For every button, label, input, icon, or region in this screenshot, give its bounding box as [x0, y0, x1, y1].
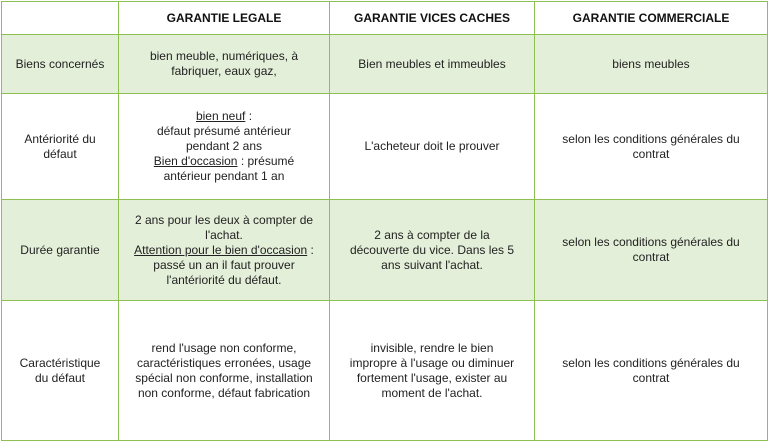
row-label-line: Caractéristique — [19, 355, 101, 370]
cell-line: ans suivant l'achat. — [381, 257, 483, 272]
bien-neuf-colon: : — [245, 109, 253, 123]
cell-legale-anteriorite — [119, 94, 330, 200]
cell-vices-biens: Bien meubles et immeubles — [330, 35, 535, 94]
cell-vices-caracteristique — [330, 301, 535, 441]
cell-line: passé un an il faut prouver — [153, 257, 295, 272]
row-label-line: défaut — [43, 146, 77, 161]
header-garantie-vices-caches: GARANTIE VICES CACHES — [330, 2, 535, 35]
row-label-anteriorite — [2, 94, 119, 200]
cell-legale-caracteristique — [119, 301, 330, 441]
cell-commerciale-duree — [535, 200, 768, 301]
cell-line: 2 ans pour les deux à compter de — [134, 212, 314, 227]
cell-line: moment de l'achat. — [381, 385, 483, 400]
cell-line: non conforme, défaut fabrication — [137, 385, 311, 400]
cell-line: contrat — [632, 370, 670, 385]
cell-line: 2 ans à compter de la — [374, 227, 490, 242]
cell-legale-duree — [119, 200, 330, 301]
cell-line: contrat — [632, 250, 670, 264]
bien-neuf-label: bien neuf — [195, 109, 246, 123]
cell-vices-duree — [330, 200, 535, 301]
cell-line: impropre à l'usage ou diminuer — [349, 355, 515, 370]
table-row-caracteristique — [2, 301, 768, 441]
attention-colon: : — [307, 242, 314, 257]
cell-line: invisible, rendre le bien — [370, 340, 494, 355]
bien-occasion-rest: : présumé — [237, 154, 295, 168]
cell-line: selon les conditions générales du — [562, 131, 740, 146]
cell-line: selon les conditions générales du — [562, 355, 740, 370]
cell-commerciale-anteriorite — [535, 94, 768, 200]
guarantee-comparison-table — [1, 1, 768, 441]
row-label-duree-garantie: Durée garantie — [2, 200, 119, 301]
cell-line: selon les conditions générales du — [562, 235, 740, 249]
header-garantie-legale: GARANTIE LEGALE — [119, 2, 330, 35]
cell-line: pendant 2 ans — [185, 139, 263, 153]
row-label-caracteristique — [2, 301, 119, 441]
header-row — [2, 2, 768, 35]
cell-commerciale-biens: biens meubles — [535, 35, 768, 94]
cell-line: fortement l'usage, exister au — [356, 370, 508, 385]
table-row-biens-concernes — [2, 35, 768, 94]
cell-line: rend l'usage non conforme, — [151, 340, 297, 355]
cell-line: l'achat. — [205, 227, 243, 242]
cell-line: défaut présumé antérieur — [156, 124, 292, 138]
cell-vices-anteriorite: L'acheteur doit le prouver — [330, 94, 535, 200]
header-empty-cell — [2, 2, 119, 35]
cell-line: antérieur pendant 1 an — [163, 169, 285, 183]
cell-line — [127, 154, 321, 169]
cell-line: fabriquer, eaux gaz, — [171, 64, 277, 78]
cell-line: caractéristiques erronées, usage — [136, 355, 312, 370]
cell-line: l'antériorité du défaut. — [166, 272, 282, 287]
cell-commerciale-caracteristique — [535, 301, 768, 441]
cell-line: contrat — [632, 146, 670, 161]
table-row-duree-garantie — [2, 200, 768, 301]
cell-line — [127, 243, 321, 258]
cell-legale-biens — [119, 35, 330, 94]
row-label-line: Antériorité du — [24, 131, 96, 146]
bien-occasion-label: Bien d'occasion — [153, 154, 238, 168]
row-label-line: du défaut — [34, 370, 86, 385]
cell-line: bien meuble, numériques, à — [149, 49, 299, 63]
row-label-biens-concernes: Biens concernés — [2, 35, 119, 94]
attention-label: Attention pour le bien d'occasion — [134, 242, 308, 257]
cell-line: spécial non conforme, installation — [135, 370, 313, 385]
cell-line — [127, 109, 321, 124]
cell-line: découverte du vice. Dans les 5 — [349, 242, 515, 257]
header-garantie-commerciale: GARANTIE COMMERCIALE — [535, 2, 768, 35]
table-row-anteriorite — [2, 94, 768, 200]
